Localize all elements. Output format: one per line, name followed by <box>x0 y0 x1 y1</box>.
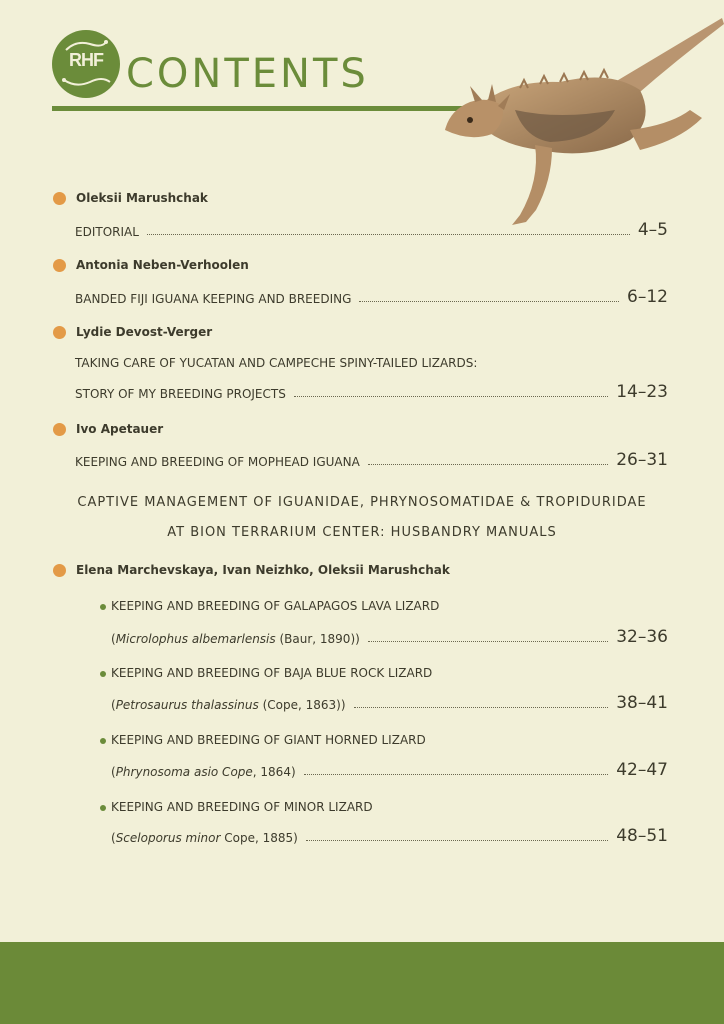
entry-title: BANDED FIJI IGUANA KEEPING AND BREEDING <box>75 292 352 306</box>
species-name: Sceloporus minor <box>115 831 221 845</box>
section-authors: Elena Marchevskaya, Ivan Neizhko, Oleksii Marushchak <box>76 563 450 577</box>
dot-leader <box>359 300 619 302</box>
logo-text: RHF <box>69 50 103 70</box>
toc-entry-lava-lizard[interactable] <box>111 626 668 646</box>
entry-title: STORY OF MY BREEDING PROJECTS <box>75 387 286 401</box>
sub-entry-bullet <box>100 604 106 610</box>
entry-bullet <box>53 326 66 339</box>
toc-entry-minor-lizard[interactable] <box>111 825 668 845</box>
species-authority: Cope, 1885) <box>220 831 298 845</box>
dot-leader <box>306 839 608 841</box>
species-name: Microlophus albemarlensis <box>115 632 276 646</box>
species-authority: (Cope, 1863)) <box>258 698 346 712</box>
entry-pages: 6–12 <box>627 287 668 307</box>
sub-entry-title: KEEPING AND BREEDING OF BAJA BLUE ROCK LIZARD <box>111 666 433 680</box>
dot-leader <box>147 233 630 235</box>
page-title: CONTENTS <box>126 51 369 97</box>
entry-bullet <box>53 192 66 205</box>
toc-entry-mophead-iguana[interactable] <box>75 449 668 469</box>
title-underline <box>52 106 464 111</box>
toc-entry-spiny-tailed-lizards[interactable] <box>75 381 668 401</box>
species-line: (Sceloporus minor Cope, 1885) <box>111 831 298 845</box>
species-name: Phrynosoma asio Cope <box>115 765 253 779</box>
footer-band <box>0 942 724 1024</box>
toc-entry-editorial[interactable] <box>75 219 668 239</box>
entry-bullet <box>53 564 66 577</box>
toc-entry-fiji-iguana[interactable] <box>75 286 668 306</box>
sub-entry-title: KEEPING AND BREEDING OF GIANT HORNED LIZARD <box>111 733 426 747</box>
entry-pages: 42–47 <box>616 760 668 780</box>
sub-entry-bullet <box>100 671 106 677</box>
sub-entry-title: KEEPING AND BREEDING OF GALAPAGOS LAVA LIZARD <box>111 599 440 613</box>
entry-title: KEEPING AND BREEDING OF MOPHEAD IGUANA <box>75 455 360 469</box>
species-line: (Microlophus albemarlensis (Baur, 1890)) <box>111 632 360 646</box>
toc-entry-giant-horned-lizard[interactable] <box>111 759 668 779</box>
species-line: (Phrynosoma asio Cope, 1864) <box>111 765 296 779</box>
sub-entry-title: KEEPING AND BREEDING OF MINOR LIZARD <box>111 800 373 814</box>
species-authority: (Baur, 1890)) <box>275 632 360 646</box>
entry-pages: 38–41 <box>616 693 668 713</box>
entry-bullet <box>53 259 66 272</box>
entry-pages: 32–36 <box>616 627 668 647</box>
toc-entry-blue-rock-lizard[interactable] <box>111 692 668 712</box>
entry-pages: 26–31 <box>616 450 668 470</box>
entry-pages: 4–5 <box>637 220 668 240</box>
sub-entry-bullet <box>100 738 106 744</box>
entry-title: EDITORIAL <box>75 225 139 239</box>
entry-author: Ivo Apetauer <box>76 422 164 436</box>
species-authority: , 1864) <box>252 765 296 779</box>
dot-leader <box>368 640 608 642</box>
section-heading-line1: CAPTIVE MANAGEMENT OF IGUANIDAE, PHRYNOSOMATIDAE & TROPIDURIDAE <box>77 495 647 510</box>
dot-leader <box>368 463 608 465</box>
entry-author: Oleksii Marushchak <box>76 191 208 205</box>
dot-leader <box>354 706 609 708</box>
species-name: Petrosaurus thalassinus <box>115 698 259 712</box>
sub-entry-bullet <box>100 805 106 811</box>
species-line: (Petrosaurus thalassinus (Cope, 1863)) <box>111 698 346 712</box>
entry-bullet <box>53 423 66 436</box>
horned-lizard-image <box>440 10 724 240</box>
entry-author: Antonia Neben-Verhoolen <box>76 258 249 272</box>
rhf-logo <box>52 30 120 98</box>
entry-author: Lydie Devost-Verger <box>76 325 213 339</box>
entry-title-line1: TAKING CARE OF YUCATAN AND CAMPECHE SPINY-TAILED LIZARDS: <box>75 356 478 370</box>
section-heading-line2: AT BION TERRARIUM CENTER: HUSBANDRY MANUALS <box>167 525 557 540</box>
dot-leader <box>304 773 609 775</box>
entry-pages: 14–23 <box>616 382 668 402</box>
entry-pages: 48–51 <box>616 826 668 846</box>
dot-leader <box>294 395 608 397</box>
